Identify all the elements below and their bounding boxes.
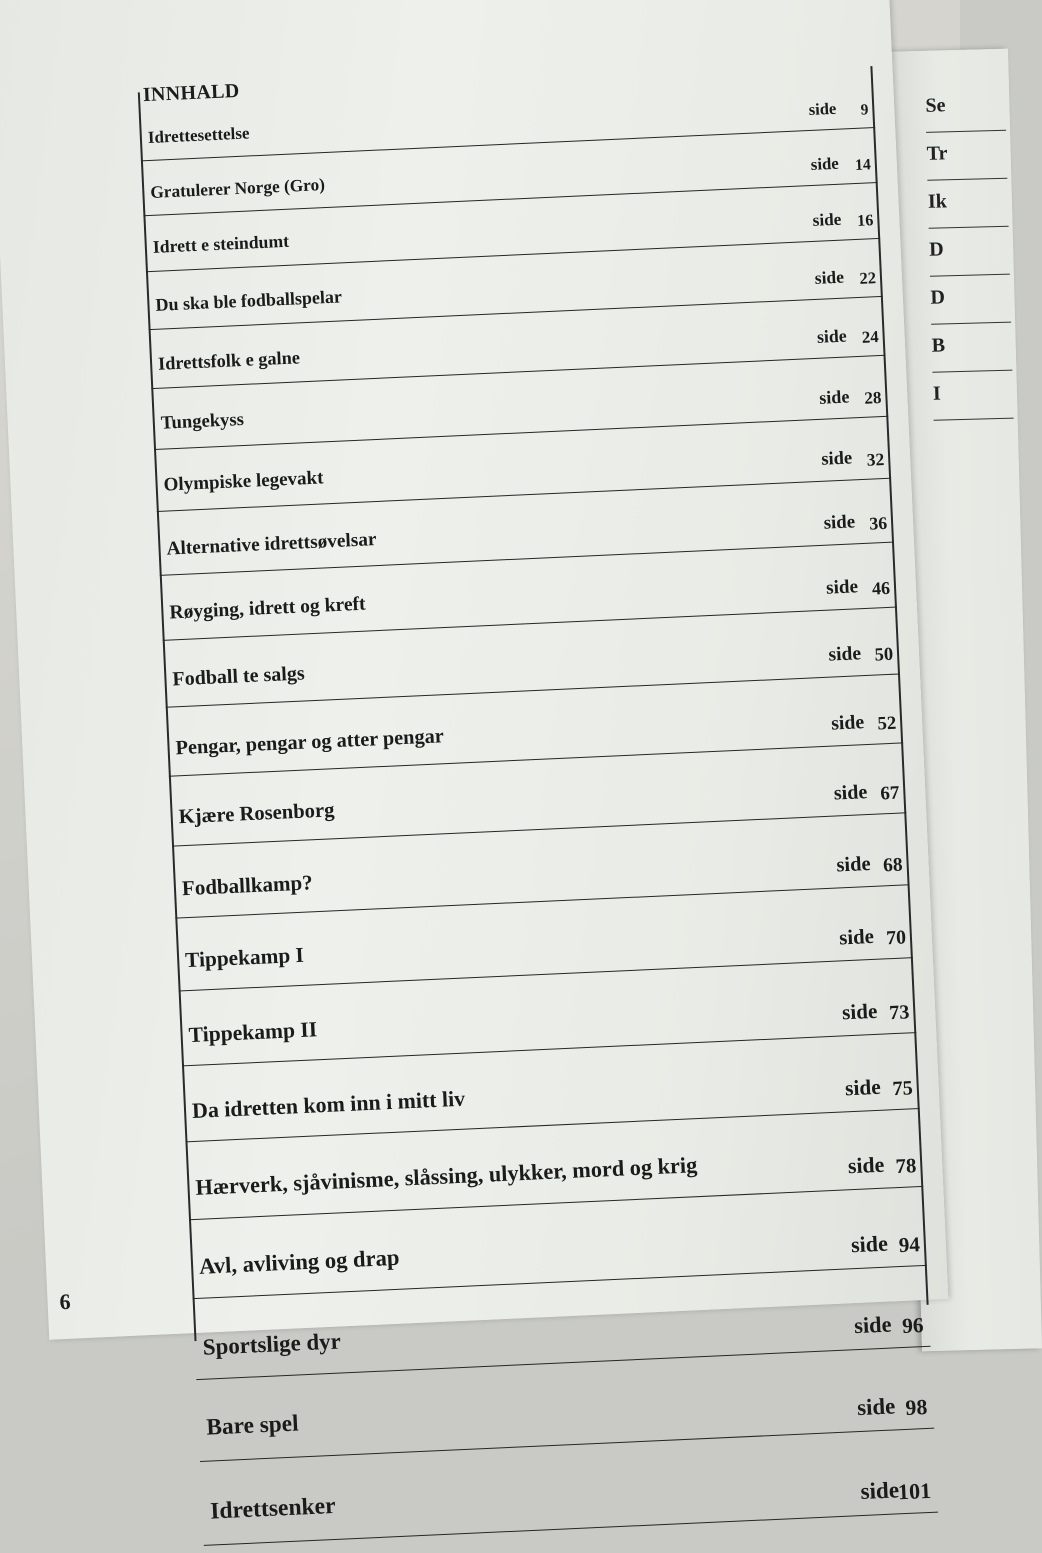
toc-entry-page-number: 9	[860, 101, 869, 119]
toc-entry-page-number: 101	[897, 1477, 932, 1505]
toc-entry-title: Olympiske legevakt	[163, 467, 324, 496]
toc-entry-side-label: side	[828, 643, 862, 666]
adjacent-page-fragment: Tr	[926, 141, 1007, 181]
toc-entry-title: Røyging, idrett og kreft	[169, 593, 367, 624]
adjacent-page-fragment: B	[931, 333, 1012, 373]
toc-entry-page-number: 24	[861, 327, 880, 347]
toc-entry-side-label: side	[835, 852, 872, 877]
toc-entry-title: Avl, avliving og drap	[198, 1244, 400, 1279]
toc-entry-side-label: side	[830, 711, 865, 735]
adjacent-page-fragment: I	[933, 381, 1014, 421]
toc-entry-side-label: side	[853, 1311, 893, 1339]
table-of-contents	[139, 81, 932, 1525]
toc-entry-title: Gratulerer Norge (Gro)	[149, 174, 326, 202]
toc-entry-page-number: 52	[876, 712, 897, 735]
toc-entry-page-number: 14	[854, 156, 872, 174]
toc-entry-side-label: side	[810, 153, 840, 174]
toc-entry-title: Tippekamp I	[184, 943, 305, 973]
toc-entry-page-number: 32	[866, 448, 885, 470]
toc-entry-page-number: 36	[868, 512, 888, 534]
toc-entry-page-number: 73	[888, 1001, 910, 1025]
toc-entry-title: Hærverk, sjåvinisme, slåssing, ulykker, mord og krig	[195, 1152, 698, 1201]
toc-entry-page-number: 94	[898, 1232, 921, 1258]
toc-entry-title: Idrettesettelse	[147, 123, 250, 147]
toc-entry-page-number: 78	[895, 1154, 917, 1179]
adjacent-page-fragment: Se	[925, 93, 1006, 133]
toc-entry-title: Tungekyss	[160, 409, 245, 434]
toc-entry-side-label: side	[833, 781, 868, 805]
toc-entry-title: Bare spel	[205, 1410, 300, 1442]
toc-entry-side-label: side	[808, 98, 837, 119]
adjacent-page-fragment: D	[930, 285, 1011, 325]
toc-entry-title: Du ska ble fodballspelar	[155, 286, 343, 315]
toc-entry-side-label: side	[844, 1074, 882, 1101]
toc-entry-side-label: side	[818, 386, 850, 408]
toc-heading: INNHALD	[142, 79, 240, 107]
toc-entry-side-label: side	[823, 511, 856, 534]
toc-entry-page-number: 50	[874, 644, 894, 666]
toc-entry-page-number: 70	[885, 926, 907, 950]
toc-entry-title: Kjære Rosenborg	[178, 799, 335, 829]
toc-entry-title: Alternative idrettsøvelsar	[166, 528, 377, 560]
toc-entry-title: Pengar, pengar og atter pengar	[175, 724, 445, 759]
toc-entry-title: Fodballkamp?	[181, 870, 314, 901]
toc-entry-side-label: side	[820, 448, 853, 470]
adjacent-page-fragment: Ik	[928, 189, 1009, 229]
toc-entry-title: Idrett e steindumt	[152, 231, 290, 258]
toc-entry-page-number: 28	[863, 388, 882, 408]
toc-entry-side-label: side	[812, 209, 842, 230]
toc-entry-side-label: side	[850, 1230, 889, 1258]
toc-entry-page-number: 96	[901, 1313, 925, 1338]
page-number: 6	[59, 1288, 72, 1315]
toc-entry-side-label: side	[847, 1152, 885, 1179]
toc-entry-page-number: 16	[856, 211, 874, 230]
toc-entry-title: Sportslige dyr	[202, 1328, 342, 1360]
toc-entry-side-label: side	[841, 998, 878, 1025]
toc-entry-title: Idrettsenker	[209, 1492, 337, 1525]
toc-entry-page-number: 75	[891, 1077, 914, 1101]
toc-entry-side-label: side	[816, 325, 848, 347]
toc-entry-page-number: 46	[871, 577, 891, 599]
toc-entry-page-number: 68	[882, 854, 904, 877]
toc-entry-page-number: 98	[904, 1394, 928, 1420]
adjacent-page-fragment: D	[929, 237, 1010, 277]
toc-entry-title: Tippekamp II	[188, 1017, 318, 1048]
toc-entry-page-number: 22	[859, 268, 877, 288]
toc-entry-side-label: side	[814, 266, 845, 288]
toc-entry-title: Da idretten kom inn i mitt liv	[191, 1085, 466, 1123]
toc-entry-side-label: side	[825, 576, 859, 599]
toc-entry-side-label: side	[856, 1393, 896, 1421]
toc-entry-title: Idrettsfolk e galne	[157, 346, 301, 374]
toc-entry-title: Fodball te salgs	[171, 662, 306, 691]
toc-entry-side-label: side	[859, 1476, 900, 1505]
toc-entry-side-label: side	[838, 924, 875, 950]
toc-entry-page-number: 67	[879, 782, 900, 805]
